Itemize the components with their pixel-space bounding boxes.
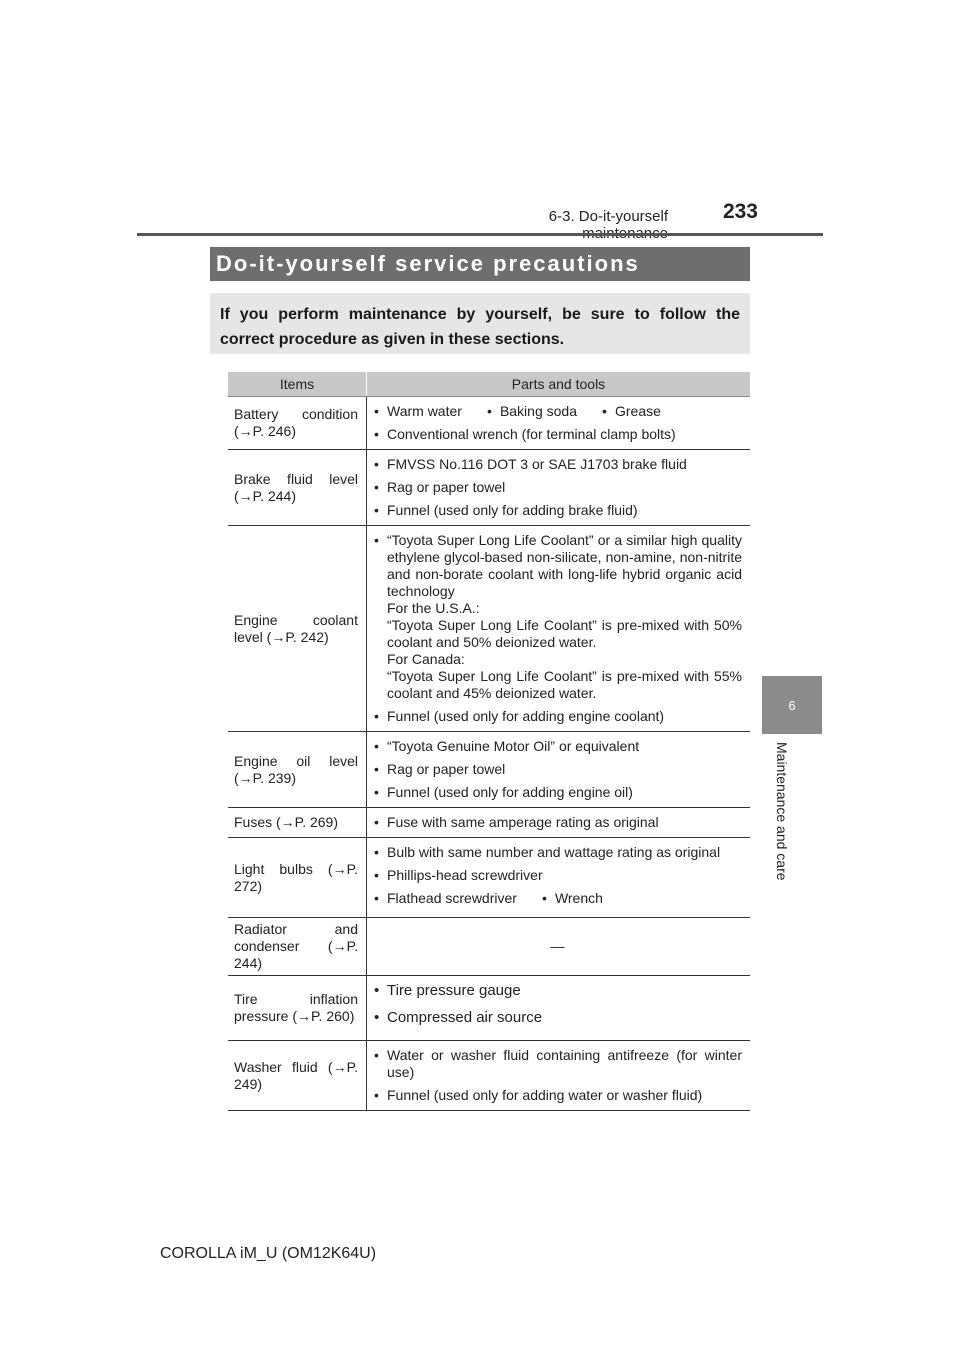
column-header-items: Items [228,372,367,397]
table-row [228,808,750,838]
list-item: • Funnel (used only for adding engine coolant) [373,708,742,725]
list-item: • Wrench [541,890,603,907]
list-item: • Fuse with same amperage rating as original [373,814,742,831]
parts-engine-oil [367,732,751,808]
chapter-tab[interactable] [762,676,822,734]
table-row [228,976,750,1041]
parts-tire-pressure [367,976,751,1041]
parts-engine-coolant [367,526,751,732]
parts-brake-fluid [367,450,751,526]
list-item: • Phillips-head screwdriver [373,867,742,884]
list-item: • FMVSS No.116 DOT 3 or SAE J1703 brake fluid [373,456,742,473]
coolant-spec [373,532,742,702]
list-item: • Warm water [373,403,462,420]
items-table [228,372,750,1111]
footer-model-code: COROLLA iM_U (OM12K64U) [160,1245,377,1262]
parts-light-bulbs [367,838,751,918]
item-radiator: Radiator and condenser (→P. 244) [228,918,367,976]
section-header: 6-3. Do-it-yourself [548,208,668,225]
column-header-parts: Parts and tools [367,372,751,397]
list-item: • Rag or paper towel [373,761,742,778]
coolant-canada-label: For Canada: [387,651,465,667]
list-item: • Grease [601,403,661,420]
item-light-bulbs: Light bulbs (→P. 272) [228,838,367,918]
list-item: • Flathead screwdriver [373,890,517,907]
table-row [228,450,750,526]
table-row [228,732,750,808]
coolant-canada: “Toyota Super Long Life Coolant” is pre-mixed with 55% coolant and 45% deionized water. [387,668,742,701]
table-row [228,918,750,976]
list-item: • Rag or paper towel [373,479,742,496]
intro-note: If you perform maintenance by yourself, be sure to follow the correct procedure as given in these sections. [210,293,750,354]
coolant-main: • “Toyota Super Long Life Coolant” or a similar high quality ethylene glycol-based non-silicate, non-amine, non-nitrite and non-borate coolant with long-life hybrid organic acid technology [387,532,742,599]
item-brake-fluid: Brake fluid level (→P. 244) [228,450,367,526]
table-row [228,838,750,918]
table-row [228,526,750,732]
item-tire-pressure: Tire inflation pressure (→P. 260) [228,976,367,1041]
list-item: • Baking soda [486,403,577,420]
parts-fuses [367,808,751,838]
list-item: • Compressed air source [373,1009,742,1026]
list-item: • Bulb with same number and wattage rating as original [373,844,742,861]
list-item: • Funnel (used only for adding water or washer fluid) [373,1087,742,1104]
table-row [228,397,750,450]
header-rule [137,233,823,236]
table-header-row [228,372,750,397]
item-washer-fluid: Washer fluid (→P. 249) [228,1041,367,1111]
list-item: • Conventional wrench (for terminal clamp bolts) [373,426,742,443]
coolant-usa: “Toyota Super Long Life Coolant” is pre-mixed with 50% coolant and 50% deionized water. [387,617,742,650]
coolant-usa-label: For the U.S.A.: [387,600,480,616]
list-item: • Funnel (used only for adding brake fluid) [373,502,742,519]
parts-radiator [367,918,751,976]
chapter-title: Maintenance and care [774,742,790,881]
list-item: • Tire pressure gauge [373,982,742,999]
no-parts-dash: — [550,938,565,954]
table-row [228,1041,750,1111]
item-engine-oil: Engine oil level (→P. 239) [228,732,367,808]
item-battery: Battery condition (→P. 246) [228,397,367,450]
chapter-number: 6 [788,697,796,713]
list-item: • “Toyota Genuine Motor Oil” or equivalent [373,738,742,755]
parts-inline [373,890,742,907]
list-item: • Funnel (used only for adding engine oil) [373,784,742,801]
parts-battery [367,397,751,450]
page-number: 233 [722,200,758,223]
page-title: Do-it-yourself service precautions [210,247,750,281]
item-fuses: Fuses (→P. 269) [228,808,367,838]
parts-washer-fluid [367,1041,751,1111]
parts-inline [373,403,742,420]
item-engine-coolant: Engine coolant level (→P. 242) [228,526,367,732]
list-item: • Water or washer fluid containing antifreeze (for winter use) [373,1047,742,1081]
